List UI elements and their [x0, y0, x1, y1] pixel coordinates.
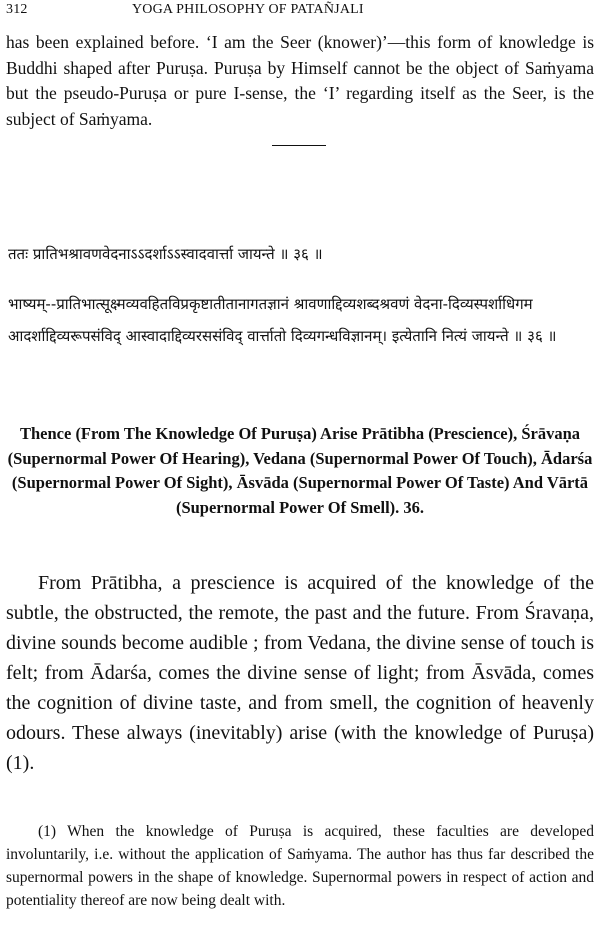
footnote	[6, 820, 594, 912]
bhashya-sanskrit: भाष्यम्--प्रातिभात्सूक्ष्मव्यवहितविप्रकृष्टातीतानागतज्ञानं श्रावणाद्दिव्यशब्दश्रवणं वेदना-दिव्यस्पर्शाधिगम आदर्शाद्दिव्यरूपसंविद् आस्वादाद्दिव्यरससंविद् वार्त्तातो दिव्यगन्धविज्ञानम्। इत्येतानि नित्यं जायन्ते ॥ ३६ ॥	[8, 295, 557, 345]
translation-text: From Prātibha, a prescience is acquired of the knowledge of the subtle, the obstructed, the remote, the past and the future. From Śravaṇa, divine sounds become audible ; from Vedana, the divine sense of touch is felt; from Ādarśa, comes the divine sense of light; from Āsvāda, comes the cognition of divine taste, and from smell, the cognition of heavenly odours. These always (inevitably) arise (with the knowledge of Puruṣa) (1).	[6, 572, 594, 774]
intro-paragraph: has been explained before. ‘I am the Seer (knower)’—this form of knowledge is Buddhi shaped after Puruṣa. Puruṣa by Himself cannot be the object of Saṁyama but the pseudo-Puruṣa or pure I-sense, the ‘I’ regarding itself as the Seer, is the subject of Saṁyama.	[6, 32, 594, 129]
running-head: YOGA PHILOSOPHY OF PATAÑJALI	[132, 2, 364, 17]
page-header	[0, 2, 600, 20]
page-number: 312	[6, 2, 28, 17]
translation-paragraph	[6, 568, 594, 778]
sutra-sanskrit: ततः प्रातिभश्रावणवेदनाऽऽदर्शाऽऽस्वादवार्त्ता जायन्ते ॥ ३६ ॥	[8, 245, 323, 263]
sutra-heading: Thence (From The Knowledge Of Puruṣa) Arise Prātibha (Prescience), Śrāvaṇa (Supernormal Power Of Hearing), Vedana (Supernormal Power Of Touch), Ādarśa (Supernormal Power Of Sight), Āsvāda (Supernormal Power Of Taste) And Vārtā (Supernormal Power Of Smell). 36.	[7, 424, 593, 517]
section-divider	[272, 145, 326, 146]
footnote-text: (1) When the knowledge of Puruṣa is acquired, these faculties are developed involuntarily, i.e. without the application of Saṁyama. The author has thus far described the supernormal powers in the shape of knowledge. Supernormal powers in respect of action and potentiality thereof are now being dealt with.	[6, 823, 594, 909]
